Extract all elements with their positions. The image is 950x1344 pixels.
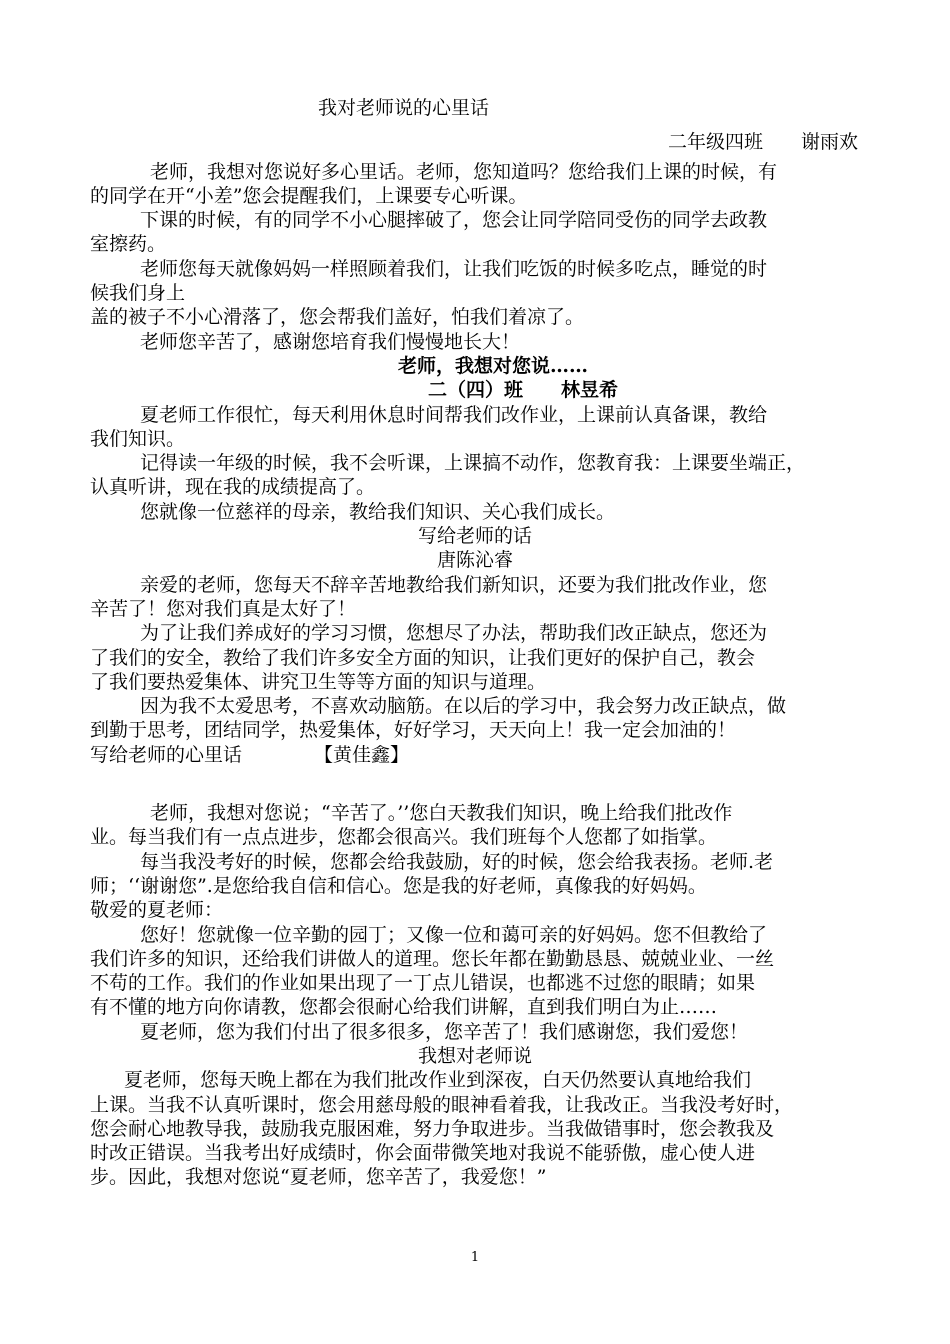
letter2-title: 老师，我想对您说…… [398,354,589,377]
paragraph-line: 师；‘‘谢谢您”.是您给我自信和信心。您是我的好老师，真像我的好妈妈。 [90,874,707,897]
paragraph-line: 您好！您就像一位辛勤的园丁；又像一位和蔼可亲的好妈妈。您不但教给了 [140,923,768,946]
paragraph-line: 因为我不太爱思考，不喜欢动脑筋。在以后的学习中，我会努力改正缺点，做 [140,695,787,718]
letter6-title: 我想对老师说 [417,1044,532,1067]
letter1-title: 我对老师说的心里话 [318,97,490,119]
paragraph-line: 夏老师，您为我们付出了很多很多，您辛苦了！我们感谢您，我们爱您！ [140,1020,749,1043]
paragraph-line: 室擦药。 [90,233,167,256]
paragraph-line: 业。每当我们有一点点进步，您都会很高兴。我们班每个人您都了如指掌。 [90,826,718,849]
letter3-author: 唐陈沁睿 [436,549,513,572]
letter4-heading [90,743,860,767]
paragraph-line: 时改正错误。当我考出好成绩时，你会面带微笑地对我说不能骄傲，虚心使人进 [90,1142,756,1165]
paragraph-line: 亲爱的老师，您每天不辞辛苦地教给我们新知识，还要为我们批改作业，您 [140,573,768,596]
paragraph-line: 您会耐心地教导我，鼓励我克服困难，努力争取进步。当我做错事时，您会教我及 [90,1117,775,1140]
paragraph-line: 我们许多的知识，还给我们讲做人的道理。您长年都在勤勤恳恳、兢兢业业、一丝 [90,947,775,970]
paragraph-line: 上课。当我不认真听课时，您会用慈母般的眼神看着我，让我改正。当我没考好时， [90,1093,794,1116]
paragraph-line: 我们知识。 [90,427,186,450]
paragraph-line: 记得读一年级的时候，我不会听课，上课搞不动作，您教育我：上课要坐端正， [140,452,806,475]
paragraph-line: 为了让我们养成好的学习习惯，您想尽了办法，帮助我们改正缺点，您还为 [140,622,768,645]
paragraph-line: 不苟的工作。我们的作业如果出现了一丁点儿错误，也都逃不过您的眼睛；如果 [90,972,756,995]
paragraph-line: 认真听讲，现在我的成绩提高了。 [90,476,376,499]
letter4-author: 【黄佳鑫】 [314,743,410,766]
letter1-author: 二年级四班 谢雨欢 [667,131,858,154]
paragraph-line: 盖的被子不小心滑落了，您会帮我们盖好，怕我们着凉了。 [90,306,585,329]
paragraph-line: 步。因此，我想对您说“夏老师，您辛苦了，我爱您！” [90,1166,547,1189]
paragraph-line: 您就像一位慈祥的母亲，教给我们知识、关心我们成长。 [140,500,616,523]
paragraph-line: 下课的时候，有的同学不小心腿摔破了，您会让同学陪同受伤的同学去政教 [140,209,768,232]
paragraph-line: 到勤于思考，团结同学，热爱集体，好好学习，天天向上！我一定会加油的！ [90,719,737,742]
paragraph-line: 有不懂的地方向你请教，您都会很耐心给我们讲解，直到我们明白为止…… [90,996,718,1019]
paragraph-line: 候我们身上 [90,282,186,305]
paragraph-line: 的同学在开“小差”您会提醒我们，上课要专心听课。 [90,184,528,207]
paragraph-line: 了我们的安全，教给了我们许多安全方面的知识，让我们更好的保护自己，教会 [90,646,756,669]
paragraph-line: 每当我没考好的时候，您都会给我鼓励，好的时候，您会给我表扬。老师.老 [140,850,774,873]
letter2-author: 二（四）班 林昱希 [428,379,619,402]
paragraph-line: 辛苦了！您对我们真是太好了！ [90,597,357,620]
paragraph-line: 了我们要热爱集体、讲究卫生等等方面的知识与道理。 [90,670,547,693]
paragraph-line: 夏老师，您每天晚上都在为我们批改作业到深夜，白天仍然要认真地给我们 [124,1069,752,1092]
paragraph-line: 老师您每天就像妈妈一样照顾着我们，让我们吃饭的时候多吃点，睡觉的时 [140,257,768,280]
paragraph-line: 老师，我想对您说；“辛苦了。’’您白天教我们知识，晚上给我们批改作 [150,802,733,825]
letter5-greeting: 敬爱的夏老师： [90,899,224,922]
paragraph-line: 老师您辛苦了，感谢您培育我们慢慢地长大！ [140,330,521,353]
paragraph-line: 老师，我想对您说好多心里话。老师，您知道吗？您给我们上课的时候，有 [150,160,778,183]
paragraph-line: 夏老师工作很忙，每天利用休息时间帮我们改作业，上课前认真备课，教给 [140,403,768,426]
document-page [90,96,860,1190]
letter4-title: 写给老师的心里话 [90,743,243,766]
letter3-title: 写给老师的话 [417,525,532,548]
page-number: 1 [470,1250,480,1265]
